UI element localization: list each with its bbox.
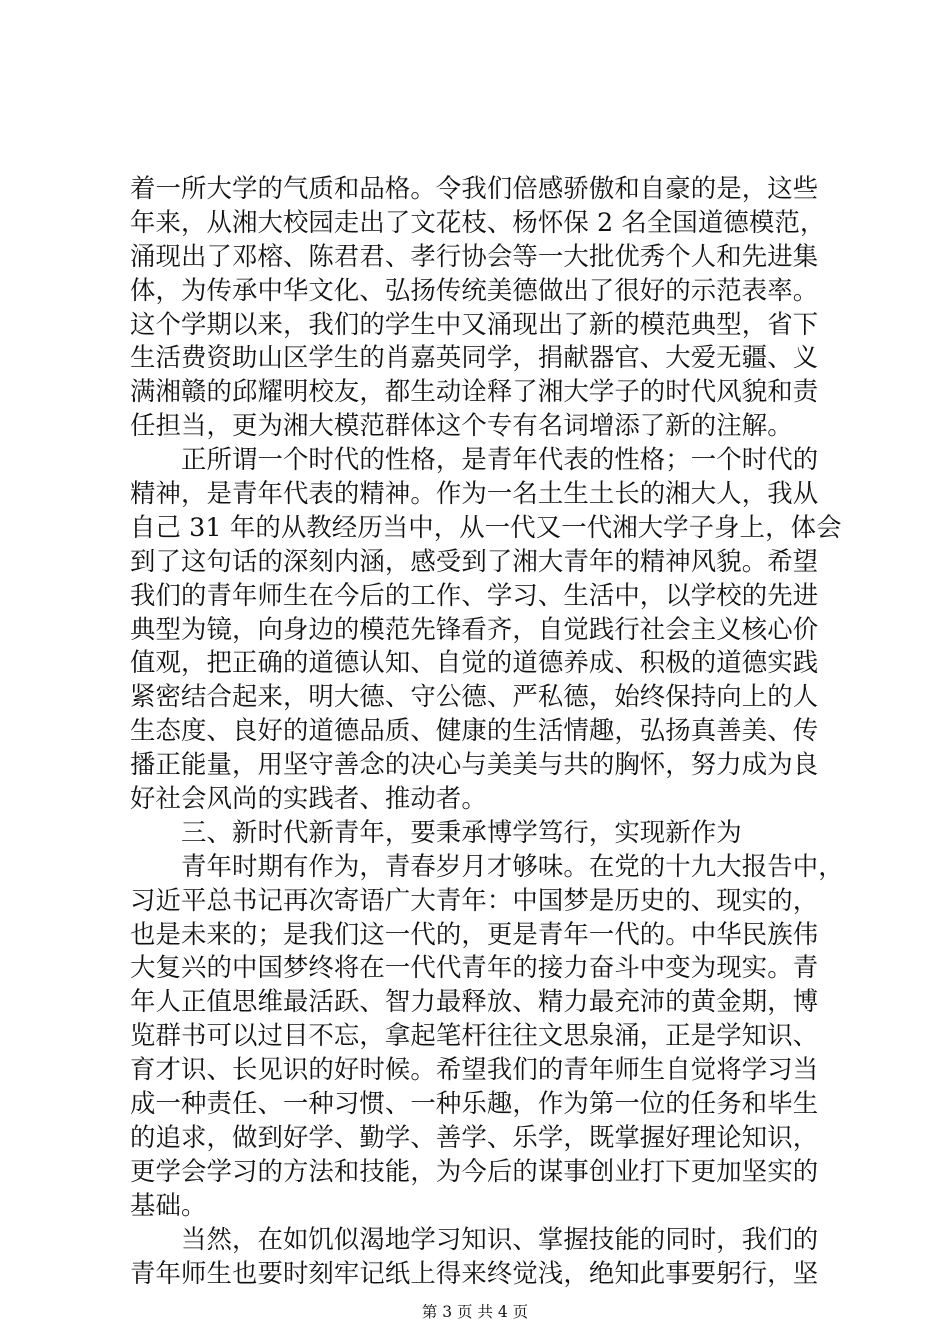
paragraph-start-line: 正所谓一个时代的性格，是青年代表的性格；一个时代的	[130, 444, 819, 475]
text-line: 满湘赣的邱耀明校友，都生动诠释了湘大学子的时代风貌和责	[130, 376, 819, 407]
body-text	[130, 172, 844, 1290]
text-line: 涌现出了邓榕、陈君君、孝行协会等一大批优秀个人和先进集	[130, 240, 819, 271]
section-heading: 三、新时代新青年，要秉承博学笃行，实现新作为	[130, 816, 742, 847]
text-line: 这个学期以来，我们的学生中又涌现出了新的模范典型，省下	[130, 308, 819, 339]
text-line: 值观，把正确的道德认知、自觉的道德养成、积极的道德实践	[130, 647, 819, 678]
text-line: 览群书可以过目不忘，拿起笔杆往往文思泉涌，正是学知识、	[130, 1020, 819, 1051]
text-line: 好社会风尚的实践者、推动者。	[130, 783, 487, 814]
text-line: 成一种责任、一种习惯、一种乐趣，作为第一位的任务和毕生	[130, 1088, 819, 1119]
text-line: 播正能量，用坚守善念的决心与美美与共的胸怀，努力成为良	[130, 749, 819, 780]
text-line: 的追求，做到好学、勤学、善学、乐学，既掌握好理论知识，	[130, 1121, 819, 1152]
text-line: 大复兴的中国梦终将在一代代青年的接力奋斗中变为现实。青	[130, 952, 819, 983]
text-line: 也是未来的；是我们这一代的，更是青年一代的。中华民族伟	[130, 918, 819, 949]
text-line: 习近平总书记再次寄语广大青年：中国梦是历史的、现实的，	[130, 884, 819, 915]
text-line: 更学会学习的方法和技能，为今后的谋事创业打下更加坚实的	[130, 1155, 819, 1186]
text-line: 典型为镜，向身边的模范先锋看齐，自觉践行社会主义核心价	[130, 613, 819, 644]
page-footer: 第 3 页 共 4 页	[421, 1303, 529, 1321]
text-line: 生态度、良好的道德品质、健康的生活情趣，弘扬真善美、传	[130, 715, 819, 746]
paragraph-start-line: 青年时期有作为，青春岁月才够味。在党的十九大报告中，	[130, 850, 844, 881]
text-line: 生活费资助山区学生的肖嘉英同学，捐献器官、大爱无疆、义	[130, 342, 819, 373]
text-line: 着一所大学的气质和品格。令我们倍感骄傲和自豪的是，这些	[130, 173, 819, 203]
text-line: 青年师生也要时刻牢记纸上得来终觉浅，绝知此事要躬行，坚	[130, 1257, 819, 1288]
text-line: 精神，是青年代表的精神。作为一名土生土长的湘大人，我从	[130, 478, 819, 509]
paragraph-start-line: 当然，在如饥似渴地学习知识、掌握技能的同时，我们的	[130, 1223, 819, 1254]
text-line: 紧密结合起来，明大德、守公德、严私德，始终保持向上的人	[130, 681, 819, 712]
text-line: 自己 31 年的从教经历当中，从一代又一代湘大学子身上，体会	[130, 511, 842, 542]
text-line: 年来，从湘大校园走出了文花枝、杨怀保 2 名全国道德模范，	[130, 206, 826, 237]
text-line: 体，为传承中华文化、弘扬传统美德做出了很好的示范表率。	[130, 274, 819, 305]
text-line: 育才识、长见识的好时候。希望我们的青年师生自觉将学习当	[130, 1054, 819, 1085]
text-line: 到了这句话的深刻内涵，感受到了湘大青年的精神风貌。希望	[130, 545, 819, 576]
text-line: 年人正值思维最活跃、智力最释放、精力最充沛的黄金期，博	[130, 986, 819, 1017]
text-line: 基础。	[130, 1189, 207, 1220]
text-line: 我们的青年师生在今后的工作、学习、生活中，以学校的先进	[130, 579, 819, 610]
text-line: 任担当，更为湘大模范群体这个专有名词增添了新的注解。	[130, 410, 793, 441]
